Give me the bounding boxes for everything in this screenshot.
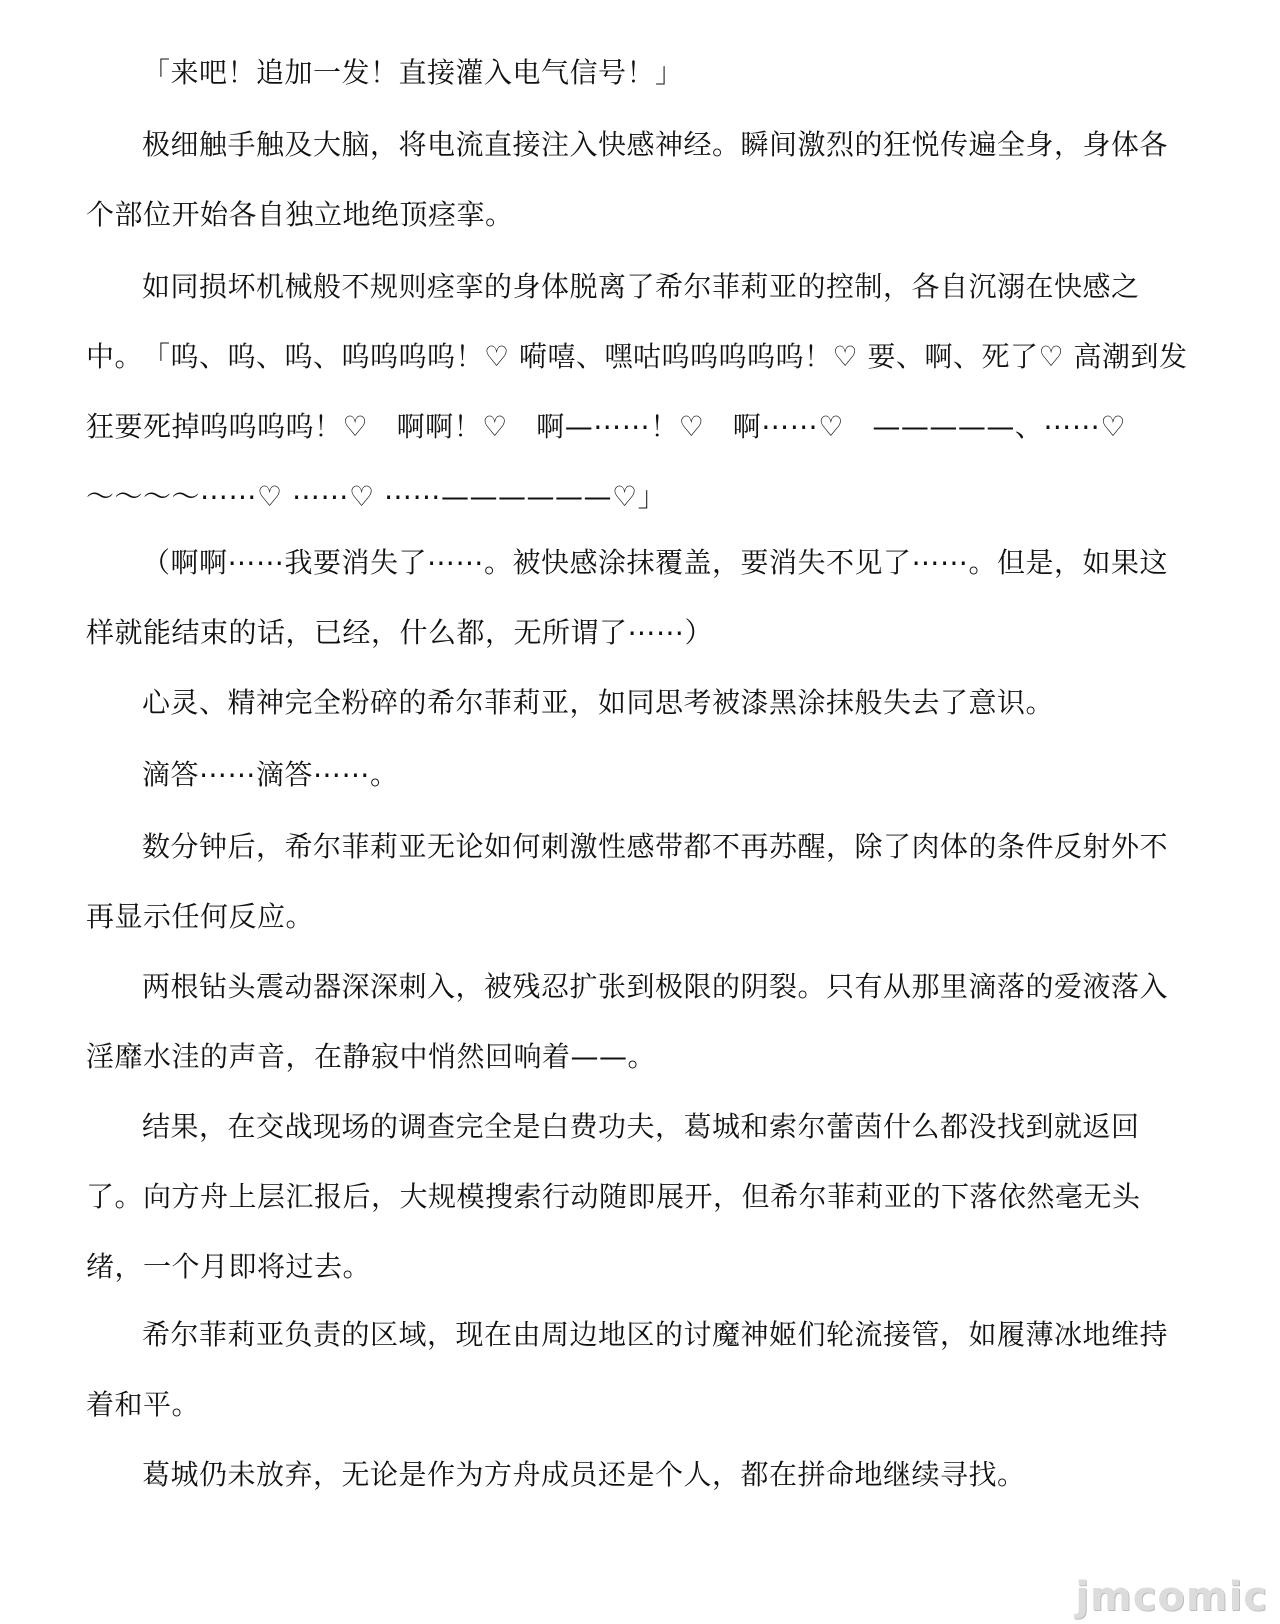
paragraph-2: 极细触手触及大脑，将电流直接注入快感神经。瞬间激烈的狂悦传遍全身，身体各个部位开始各自独立地绝顶痉挛。	[86, 128, 1169, 231]
paragraph-1: 「来吧！追加一发！直接灌入电气信号！」	[142, 56, 684, 89]
watermark-logo: jmcomic	[1075, 1574, 1268, 1620]
paragraph-7: 滴答⋯⋯滴答⋯⋯。	[142, 758, 399, 791]
paragraph-5: （啊啊⋯⋯我要消失了⋯⋯。被快感涂抹覆盖，要消失不见了⋯⋯。但是，如果这样就能结束的话，已经，什么都，无所谓了⋯⋯）	[86, 546, 1169, 649]
paragraph-12: 葛城仍未放弃，无论是作为方舟成员还是个人，都在拼命地继续寻找。	[142, 1458, 1026, 1491]
paragraph-6: 心灵、精神完全粉碎的希尔菲莉亚，如同思考被漆黑涂抹般失去了意识。	[142, 686, 1055, 719]
paragraph-8: 数分钟后，希尔菲莉亚无论如何刺激性感带都不再苏醒，除了肉体的条件反射外不再显示任何反应。	[86, 830, 1169, 933]
paragraph-4: 「呜、呜、呜、呜呜呜呜！♡ 嗬嘻、嘿咕呜呜呜呜呜！♡ 要、啊、死了♡ 高潮到发狂要死掉呜呜呜呜！♡ 啊啊！♡ 啊—⋯⋯！♡ 啊⋯⋯♡ —————、⋯⋯♡ 〜〜〜〜⋯⋯♡ ⋯⋯♡ ⋯⋯——————♡」	[86, 340, 1188, 513]
paragraph-10: 结果，在交战现场的调查完全是白费功夫，葛城和索尔蕾茵什么都没找到就返回了。向方舟上层汇报后，大规模搜索行动随即展开，但希尔菲莉亚的下落依然毫无头绪，一个月即将过去。	[86, 1110, 1141, 1283]
paragraph-11: 希尔菲莉亚负责的区域，现在由周边地区的讨魔神姬们轮流接管，如履薄冰地维持着和平。	[86, 1318, 1169, 1421]
paragraph-9: 两根钻头震动器深深刺入，被残忍扩张到极限的阴裂。只有从那里滴落的爱液落入淫靡水洼的声音，在静寂中悄然回响着——。	[86, 970, 1169, 1073]
paragraph-3: 如同损坏机械般不规则痉挛的身体脱离了希尔菲莉亚的控制，各自沉溺在快感之中。	[86, 270, 1140, 373]
